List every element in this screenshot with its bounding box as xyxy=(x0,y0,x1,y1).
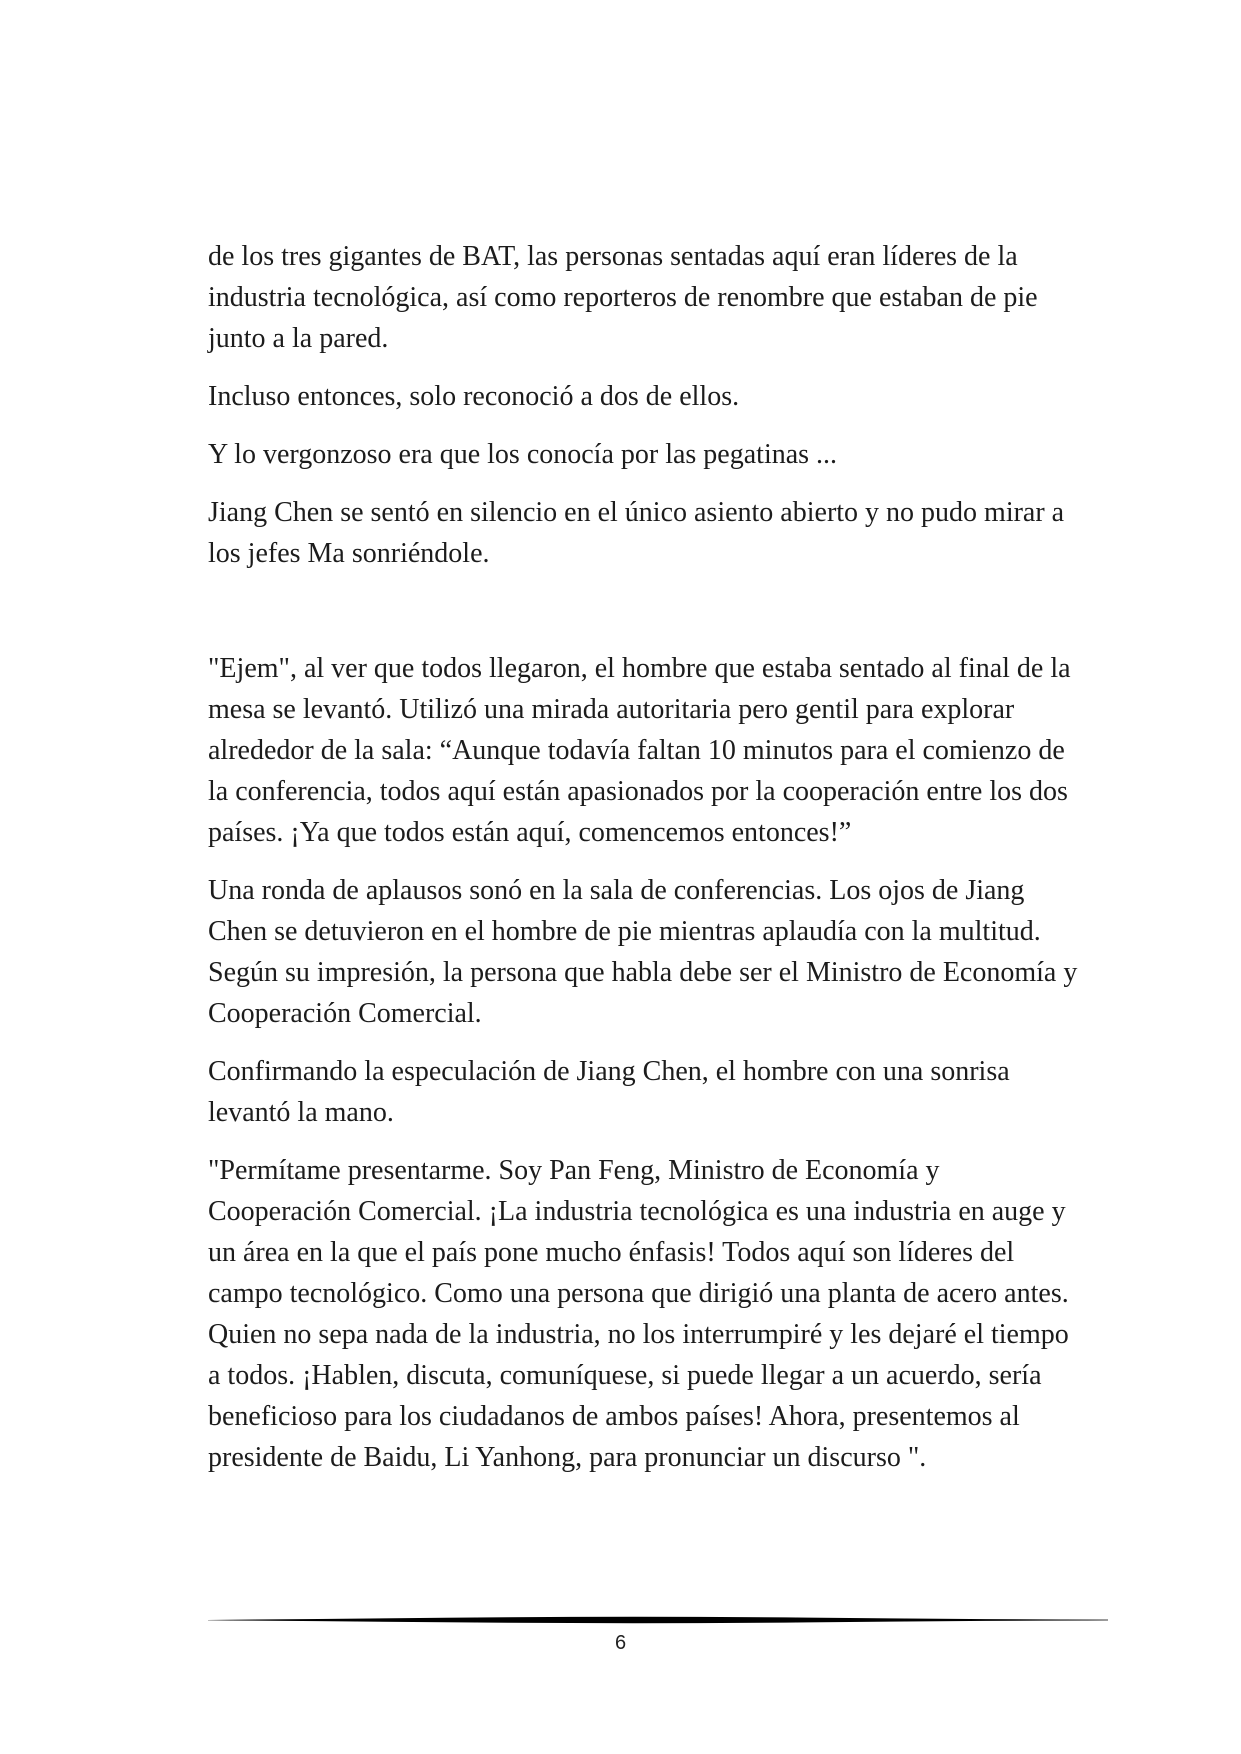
page-number: 6 xyxy=(614,1632,627,1654)
paragraph: Una ronda de aplausos sonó en la sala de conferencias. Los ojos de Jiang Chen se detuvieron en el hombre de pie mientras aplaudía con la multitud. Según su impresión, la persona que habla debe ser el Ministro de Economía y Cooperación Comercial. xyxy=(208,875,1078,1029)
paragraph: "Ejem", al ver que todos llegaron, el hombre que estaba sentado al final de la mesa se levantó. Utilizó una mirada autoritaria pero gentil para explorar alrededor de la sala: “Aunque todavía faltan 10 minutos para el comienzo de la conferencia, todos aquí están apasionados por la cooperación entre los dos países. ¡Ya que todos están aquí, comencemos entonces!” xyxy=(208,653,1071,848)
paragraph: Incluso entonces, solo reconoció a dos de ellos. xyxy=(208,381,740,412)
paragraph: Confirmando la especulación de Jiang Chen, el hombre con una sonrisa levantó la mano. xyxy=(208,1056,1010,1128)
paragraph: de los tres gigantes de BAT, las personas sentadas aquí eran líderes de la industria tecnológica, así como reporteros de renombre que estaban de pie junto a la pared. xyxy=(208,241,1038,354)
section-break xyxy=(208,591,1088,648)
body-text xyxy=(208,236,1088,1495)
paragraph: Y lo vergonzoso era que los conocía por las pegatinas ... xyxy=(208,439,838,470)
footer-divider xyxy=(208,1612,1108,1628)
paragraph: Jiang Chen se sentó en silencio en el único asiento abierto y no pudo mirar a los jefes Ma sonriéndole. xyxy=(208,497,1065,569)
paragraph: "Permítame presentarme. Soy Pan Feng, Ministro de Economía y Cooperación Comercial. ¡La industria tecnológica es una industria en auge y un área en la que el país pone mucho énfasis! Todos aquí son líderes del campo tecnológico. Como una persona que dirigió una planta de acero antes. Quien no sepa nada de la industria, no los interrumpiré y les dejaré el tiempo a todos. ¡Hablen, discuta, comuníquese, si puede llegar a un acuerdo, sería beneficioso para los ciudadanos de ambos países! Ahora, presentemos al presidente de Baidu, Li Yanhong, para pronunciar un discurso ". xyxy=(208,1155,1069,1473)
